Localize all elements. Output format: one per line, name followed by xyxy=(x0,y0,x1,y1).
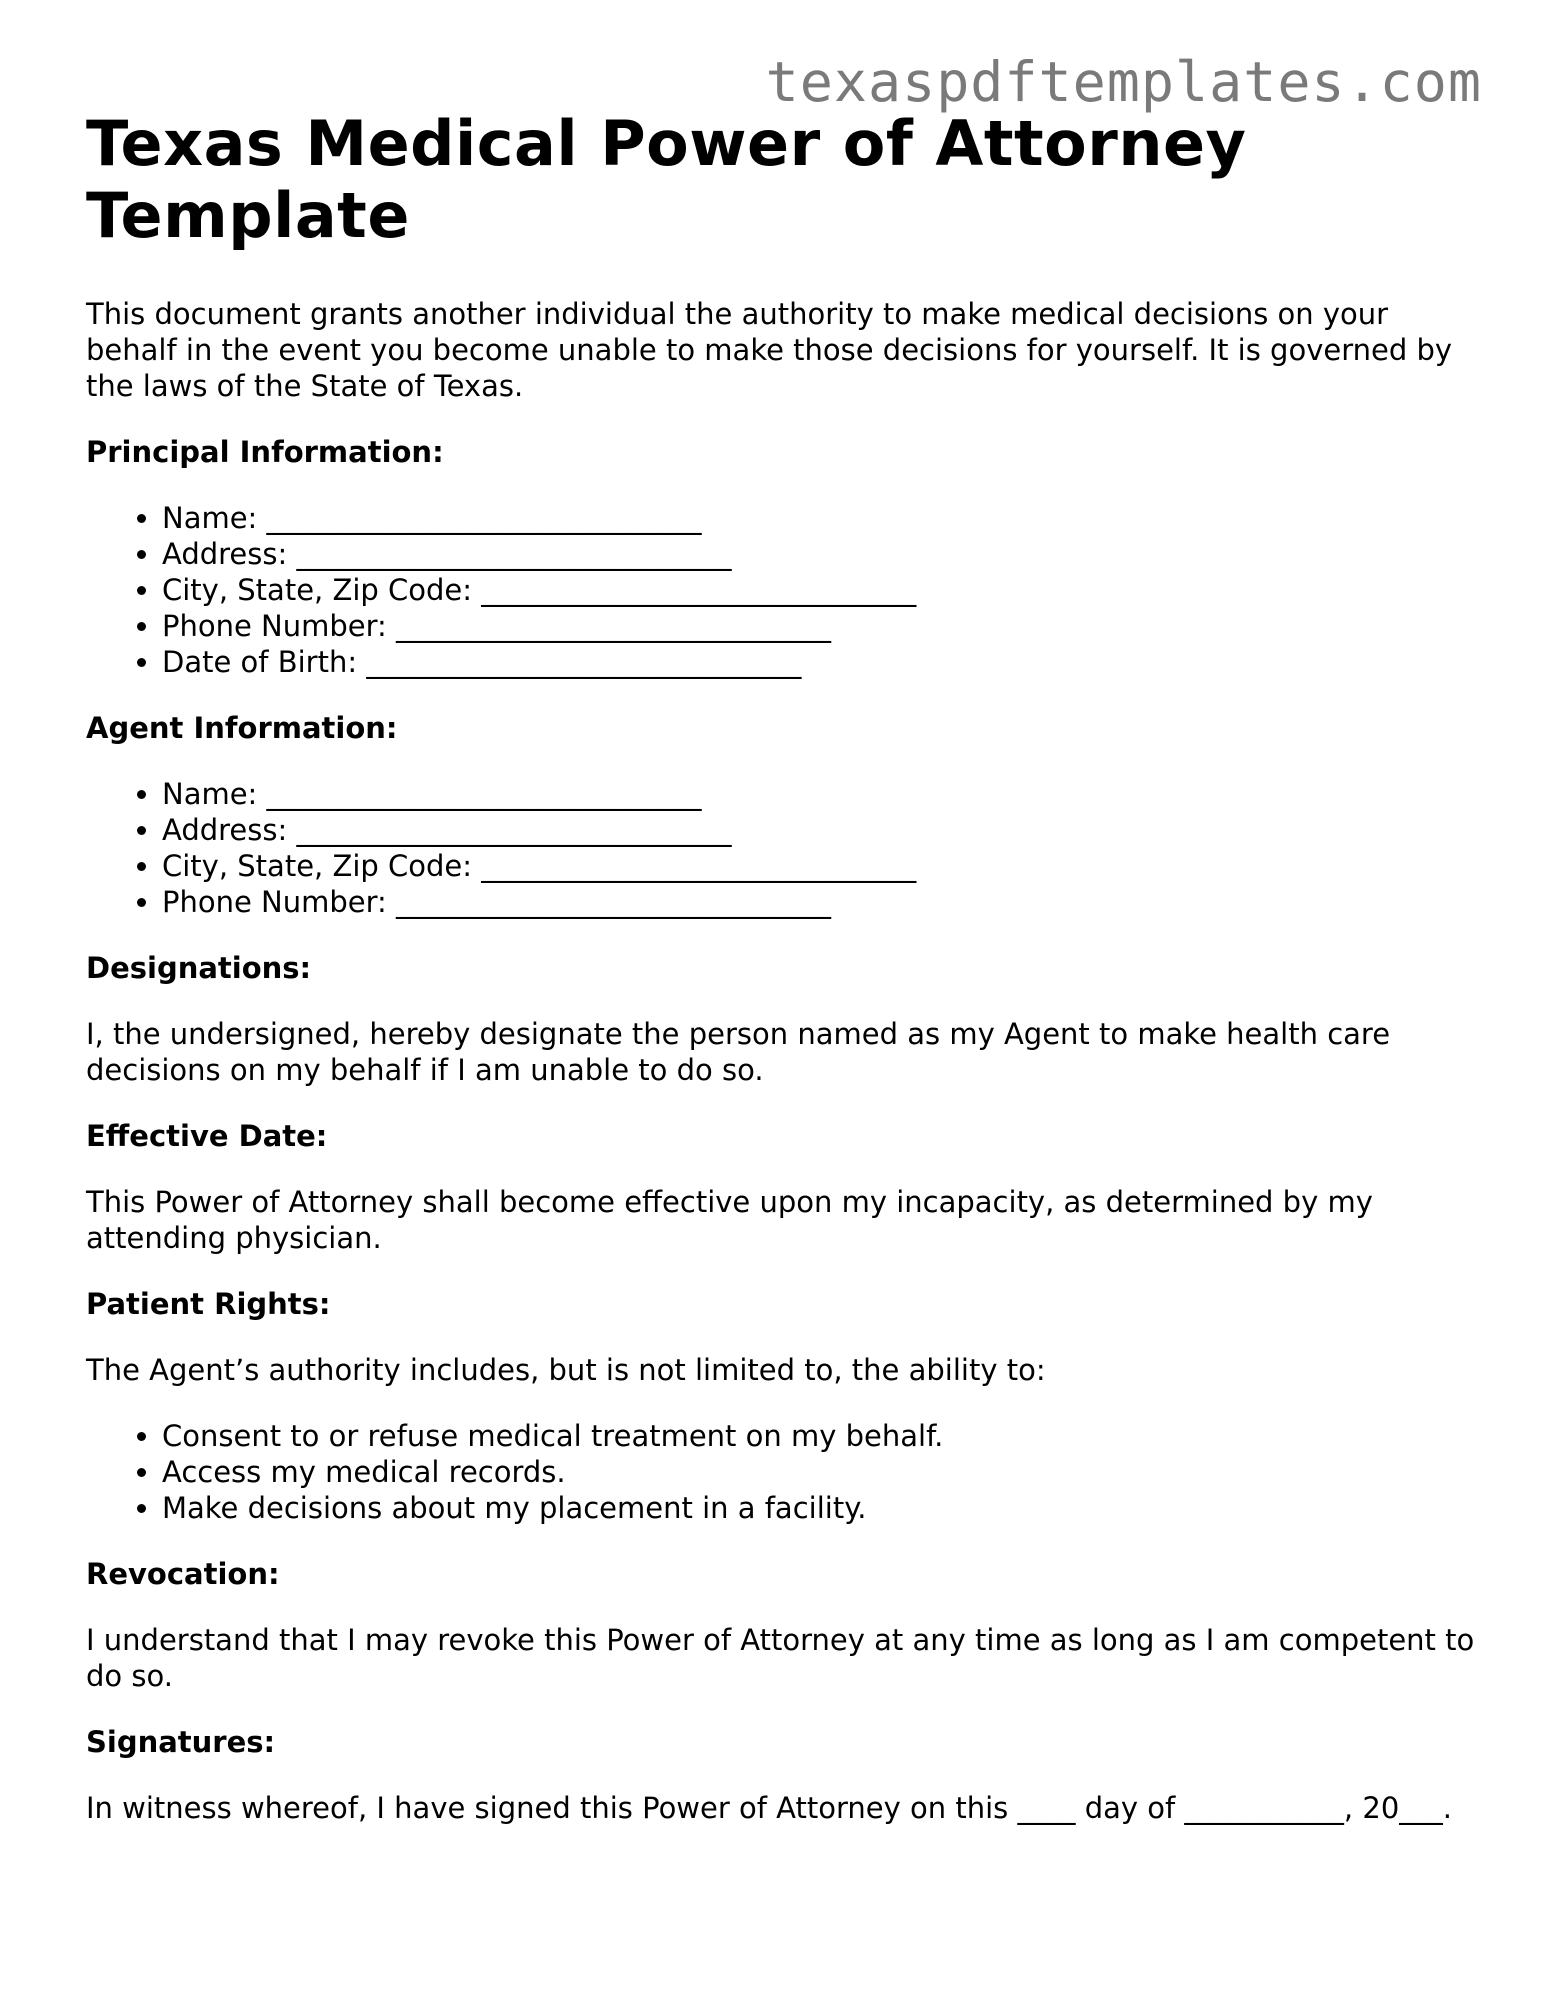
patient-rights-heading: Patient Rights: xyxy=(86,1287,331,1321)
revocation-heading: Revocation: xyxy=(86,1557,280,1591)
principal-phone-field: • Phone Number: ______________________________ xyxy=(162,608,1486,644)
revocation-text: I understand that I may revoke this Power of Attorney at any time as long as I am competent to do so. xyxy=(86,1623,1475,1693)
document-page xyxy=(86,108,1486,1826)
patient-rights-list xyxy=(86,1418,1486,1526)
list-item: • Access my medical records. xyxy=(162,1454,1486,1490)
principal-address-field: • Address: ______________________________ xyxy=(162,536,1486,572)
list-item: • Make decisions about my placement in a facility. xyxy=(162,1490,1486,1526)
agent-fields xyxy=(86,776,1486,920)
principal-dob-field: • Date of Birth: ______________________________ xyxy=(162,644,1486,680)
agent-heading: Agent Information: xyxy=(86,711,398,745)
signatures-text: In witness whereof, I have signed this Power of Attorney on this ____ day of ___________, 20___. xyxy=(86,1791,1452,1825)
agent-city-state-zip-field: • City, State, Zip Code: ______________________________ xyxy=(162,848,1486,884)
principal-city-state-zip-field: • City, State, Zip Code: ______________________________ xyxy=(162,572,1486,608)
principal-name-field: • Name: ______________________________ xyxy=(162,500,1486,536)
intro-paragraph: This document grants another individual the authority to make medical decisions on your behalf in the event you become unable to make those decisions for yourself. It is governed by the laws of the State of Texas. xyxy=(86,297,1453,403)
principal-fields xyxy=(86,500,1486,680)
list-item: • Consent to or refuse medical treatment on my behalf. xyxy=(162,1418,1486,1454)
signatures-heading: Signatures: xyxy=(86,1725,276,1759)
principal-heading: Principal Information: xyxy=(86,435,444,469)
agent-name-field: • Name: ______________________________ xyxy=(162,776,1486,812)
agent-address-field: • Address: ______________________________ xyxy=(162,812,1486,848)
designations-text: I, the undersigned, hereby designate the person named as my Agent to make health care decisions on my behalf if I am unable to do so. xyxy=(86,1017,1391,1087)
document-title: Texas Medical Power of Attorney Template xyxy=(86,107,1247,252)
effective-date-heading: Effective Date: xyxy=(86,1119,328,1153)
patient-rights-text: The Agent’s authority includes, but is not limited to, the ability to: xyxy=(86,1353,1046,1387)
effective-date-text: This Power of Attorney shall become effective upon my incapacity, as determined by my attending physician. xyxy=(86,1185,1373,1255)
agent-phone-field: • Phone Number: ______________________________ xyxy=(162,884,1486,920)
designations-heading: Designations: xyxy=(86,951,312,985)
site-watermark: texaspdftemplates.com xyxy=(765,50,1482,114)
